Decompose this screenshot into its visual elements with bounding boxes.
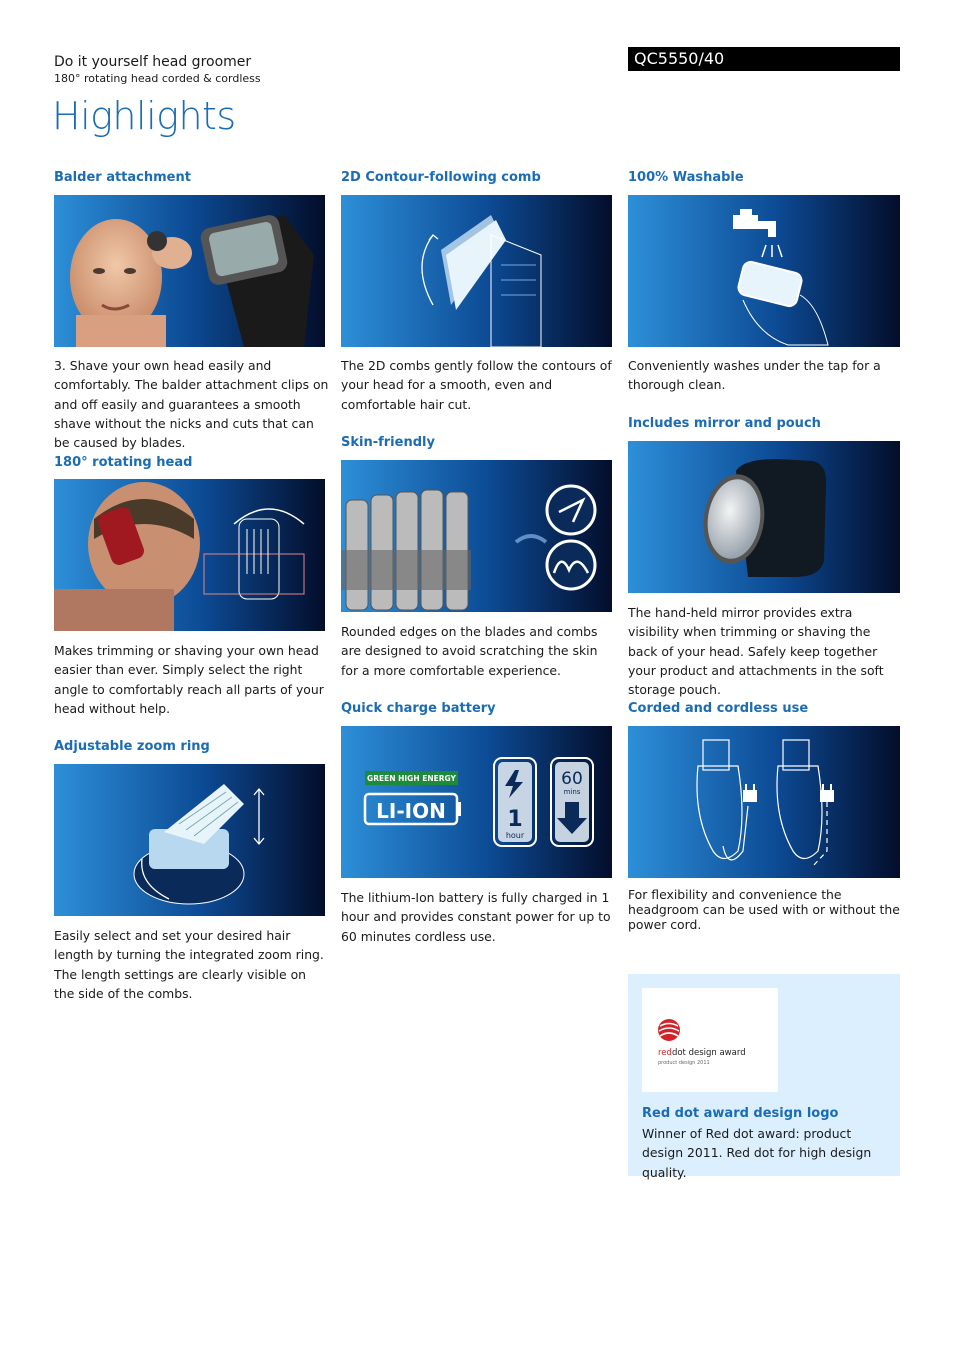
reddot-logo-red: red — [658, 1048, 672, 1058]
contour-image — [341, 195, 612, 347]
charge-value: 1 — [507, 807, 523, 832]
li-ion-text: LI-ION — [376, 799, 446, 823]
battery-image — [341, 726, 612, 878]
reddot-logo — [642, 988, 778, 1092]
rotating-heading: 180° rotating head — [54, 455, 193, 470]
page-title: Highlights — [52, 94, 236, 138]
rotating-text: Makes trimming or shaving your own head easier than ever. Simply select the right angle to comfortably reach all parts of your head without help. — [54, 643, 324, 716]
zoom-image — [54, 764, 325, 916]
svg-text:reddot design award — [658, 1048, 746, 1058]
reddot-logo-sub: product design 2011 — [658, 1060, 710, 1066]
rotating-image — [54, 479, 325, 631]
corded-text: For flexibility and convenience the headgroom can be used with or without the power cord. — [628, 887, 900, 932]
award-heading: Red dot award design logo — [642, 1106, 839, 1121]
charge-unit: hour — [505, 831, 525, 840]
washable-heading: 100% Washable — [628, 170, 744, 185]
model-number: QC5550/40 — [628, 47, 900, 71]
balder-text: 3. Shave your own head easily and comfortably. The balder attachment clips on and off easily and guarantees a smooth shave without the nicks and cuts that can be caused by blades. — [54, 358, 329, 451]
product-subtitle: 180° rotating head corded & cordless — [54, 72, 261, 85]
run-unit: mins — [563, 788, 581, 796]
skin-text: Rounded edges on the blades and combs are designed to avoid scratching the skin for a more comfortable experience. — [341, 624, 598, 678]
zoom-heading: Adjustable zoom ring — [54, 739, 210, 754]
washable-text: Conveniently washes under the tap for a thorough clean. — [628, 358, 881, 393]
skin-image — [341, 460, 612, 612]
battery-heading: Quick charge battery — [341, 701, 496, 716]
contour-heading: 2D Contour-following comb — [341, 170, 541, 185]
reddot-logo-dot: dot — [671, 1048, 686, 1058]
contour-text: The 2D combs gently follow the contours of your head for a smooth, even and comfortable hair cut. — [341, 358, 612, 412]
mirror-heading: Includes mirror and pouch — [628, 416, 821, 431]
green-energy-text: GREEN HIGH ENERGY — [367, 774, 456, 783]
run-value: 60 — [561, 769, 583, 789]
mirror-text: The hand-held mirror provides extra visibility when trimming or shaving the back of your head. Safely keep together your product and attachments in the soft storage pouch. — [628, 605, 884, 698]
balder-heading: Balder attachment — [54, 170, 191, 185]
reddot-logo-rest: design award — [685, 1048, 746, 1058]
battery-text: The lithium-Ion battery is fully charged in 1 hour and provides constant power for up to 60 minutes cordless use. — [341, 890, 611, 944]
mirror-image — [628, 441, 900, 593]
product-name: Do it yourself head groomer — [54, 54, 252, 70]
zoom-text: Easily select and set your desired hair length by turning the integrated zoom ring. The length settings are clearly visible on the side of the combs. — [54, 928, 324, 1001]
balder-image — [54, 195, 325, 347]
corded-heading: Corded and cordless use — [628, 701, 809, 716]
award-text: Winner of Red dot award: product design 2011. Red dot for high design quality. — [642, 1126, 872, 1180]
corded-image — [628, 726, 900, 878]
washable-image — [628, 195, 900, 347]
skin-heading: Skin-friendly — [341, 435, 435, 450]
